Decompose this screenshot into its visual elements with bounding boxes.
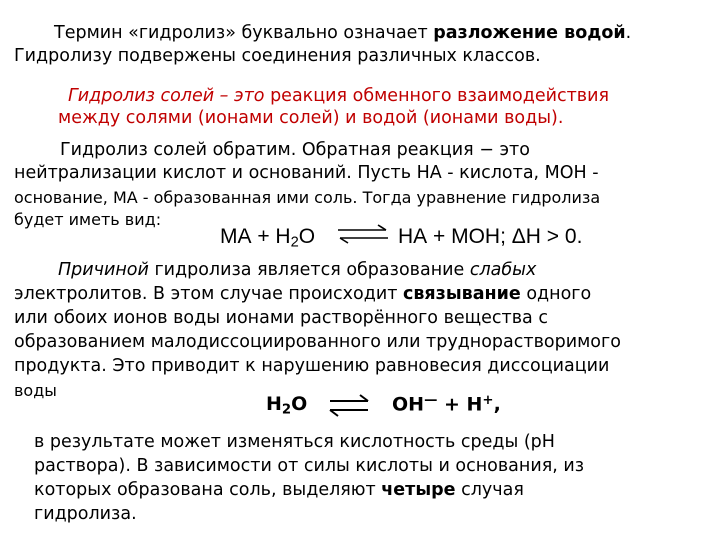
p3-line1-text: гидролиза является образование — [148, 260, 470, 280]
definition-term: Гидролиз солей – это — [68, 86, 265, 106]
p3-line2-end: одного — [520, 284, 592, 304]
p4-four: четыре — [381, 480, 456, 500]
p1-line1 — [54, 23, 631, 43]
eq2-comma: , — [493, 393, 501, 416]
p3-reason: Причиной — [58, 260, 149, 280]
equilibrium-arrows-icon — [336, 222, 390, 246]
eq1-left-end: О — [298, 225, 316, 248]
p3-line2-text: электролитов. В этом случае происходит — [14, 284, 403, 304]
equation-2-left — [266, 393, 307, 417]
eq2-left-text: Н — [266, 393, 282, 415]
eq1-left-text: МА + Н — [220, 225, 291, 248]
eq2-left-end: О — [291, 393, 308, 415]
p2-line2: нейтрализации кислот и оснований. Пусть НА - кислота, МОН - — [14, 163, 599, 183]
p4-line3-end: случая — [455, 480, 524, 500]
p3-line5: продукта. Это приводит к нарушению равновесия диссоциации — [14, 356, 610, 376]
eq2-hydroxide: ОН — [392, 393, 425, 416]
equation-2-right — [392, 393, 501, 416]
p1-line2: Гидролизу подвержены соединения различных классов. — [14, 46, 541, 66]
p3-binding: связывание — [402, 284, 521, 304]
eq2-hydroxide-charge: — — [424, 393, 438, 408]
eq2-proton: + Н — [443, 393, 483, 416]
p3-line6: воды — [14, 381, 57, 400]
p3-line1 — [58, 260, 696, 280]
p4-line2: раствора). В зависимости от силы кислоты и основания, из — [34, 456, 585, 476]
eq2-subscript: 2 — [281, 402, 292, 418]
p3-line4: образованием малодиссоциированного или труднорастворимого — [14, 332, 621, 352]
p2-line1: Гидролиз солей обратим. Обратная реакция − это — [60, 140, 530, 160]
definition-text: реакция обменного взаимодействия — [264, 86, 610, 106]
eq1-subscript: 2 — [290, 234, 299, 251]
equation-1-right: НА + МОН; ΔН > 0. — [398, 225, 583, 248]
p2-line3: основание, МА - образованная ими соль. Тогда уравнение гидролиза — [14, 188, 601, 207]
equilibrium-arrows-icon-2 — [326, 393, 372, 419]
p1-emphasis: разложение водой — [433, 23, 626, 43]
eq2-proton-charge: + — [482, 393, 494, 408]
p3-line3: или обоих ионов воды ионами растворённого вещества с — [14, 308, 548, 328]
p3-line2 — [14, 284, 696, 304]
p4-line1: в результате может изменяться кислотность среды (рН — [34, 432, 555, 452]
definition-line1 — [68, 86, 696, 106]
p4-line3 — [34, 480, 696, 500]
equation-1-left — [220, 225, 315, 251]
p2-line4: будет иметь вид: — [14, 210, 162, 229]
p4-line3-text: которых образована соль, выделяют — [34, 480, 382, 500]
p1-line1-end: . — [625, 23, 632, 43]
definition-line2: между солями (ионами солей) и водой (ионами воды). — [58, 108, 564, 128]
p1-line1-text: Термин «гидролиз» буквально означает — [54, 23, 434, 43]
p3-weak: слабых — [469, 260, 537, 280]
p4-line4: гидролиза. — [34, 504, 137, 524]
